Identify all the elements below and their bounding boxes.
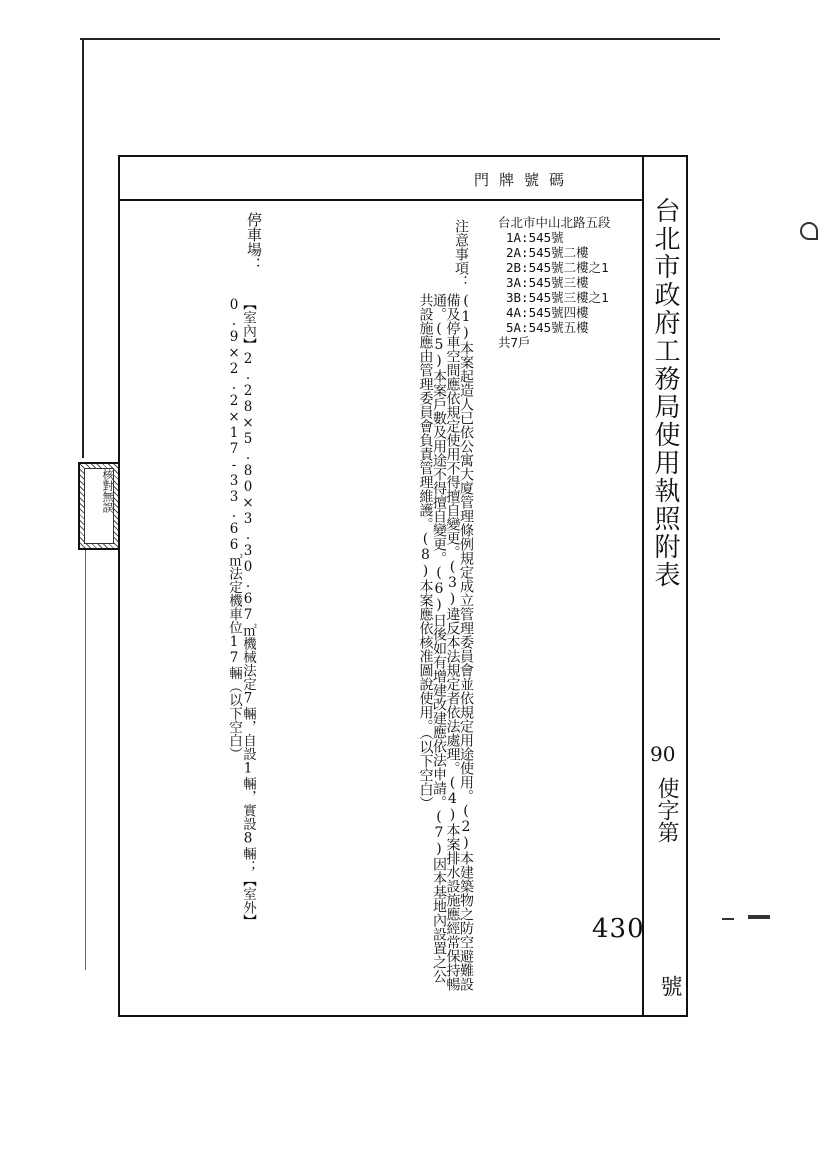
scan-edge-top — [80, 38, 720, 40]
doc-number-suffix: 號 — [657, 975, 682, 997]
document-title: 台北市政府工務局使用執照附表 — [650, 197, 680, 589]
header-row — [120, 157, 644, 201]
scan-mark — [748, 915, 770, 919]
license-appendix-form — [101, 155, 688, 1017]
doc-number-serial: 430 — [592, 914, 645, 944]
notes-label: 注意事項： — [453, 219, 469, 289]
address-line: 2A:545號二樓 — [506, 245, 589, 260]
address-line: 3B:545號三樓之1 — [506, 290, 609, 305]
parking-label: 停車場： — [245, 212, 263, 272]
address-street: 台北市中山北路五段 — [498, 215, 611, 230]
scan-edge-left — [82, 38, 84, 458]
address-line: 2B:545號二樓之1 — [506, 260, 609, 275]
doc-number-year: 90 — [650, 742, 676, 766]
title-column — [592, 157, 686, 1015]
address-line: 4A:545號四樓 — [506, 305, 589, 320]
address-list — [498, 215, 648, 350]
address-total: 共7戶 — [498, 335, 531, 350]
address-line: 5A:545號五樓 — [506, 320, 589, 335]
address-line: 1A:545號 — [506, 230, 564, 245]
header-label: 門牌號碼 — [473, 171, 574, 189]
doc-number-char: 使字第 — [654, 777, 679, 843]
approval-stamp — [78, 462, 120, 550]
address-line: 3A:545號三樓 — [506, 275, 589, 290]
parking-text: 【室內】2.28×5.80×3.30.67㎡機械法定7輛，自設1輛，實設8輛；【室外】0.9×2.2×17-33.66㎡法定機車位17輛（以下空白） — [226, 297, 256, 928]
notes-body: (1)本案起造人已依公寓大廈管理條例規定成立管理委員會並依規定用途使用。(2)本建築物之防空避難設備及停車空間應依規定使用不得擅自變更。(3)違反本法規定者依法處理。(4)本案排水設施應經常保持暢通。(5)本案戶數及用途不得擅自變更。(6)日後如有增建改建應依法申請。(7)因本基地內設置之公共設施應由管理委員會負責管理維護。(8)本案應依核准圖說使用。（以下空白） — [417, 293, 474, 991]
page-corner-icon — [800, 222, 818, 240]
scan-mark — [722, 918, 734, 920]
stamp-text: 核對無誤 — [84, 468, 114, 544]
